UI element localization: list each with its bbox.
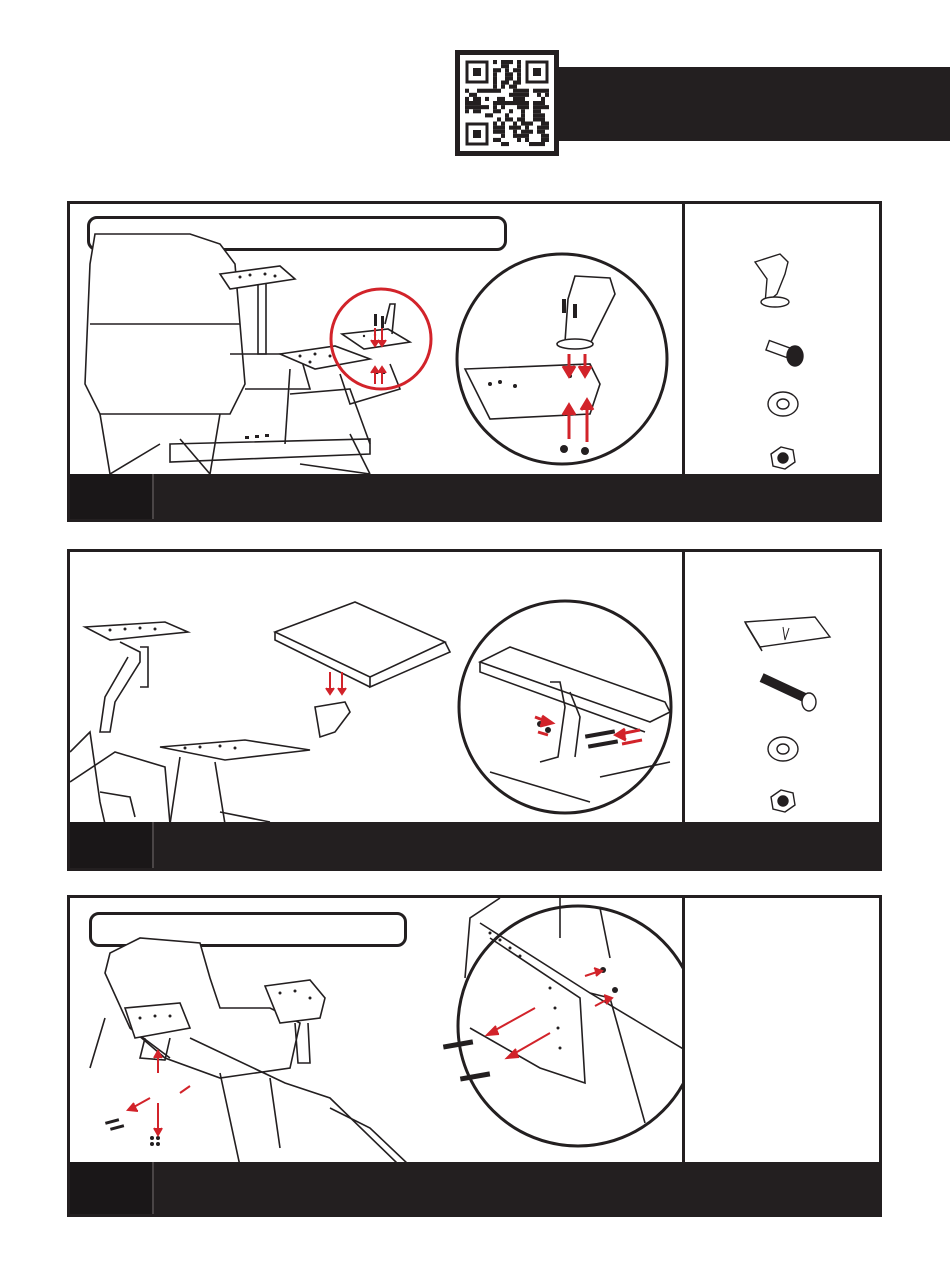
step-panel-3 xyxy=(67,895,882,1217)
parts-divider xyxy=(682,898,685,1166)
detail-circle xyxy=(458,906,682,1146)
step-3-illustration xyxy=(70,898,682,1166)
mount-plate-icon xyxy=(745,617,830,651)
washer-icon xyxy=(768,392,798,416)
hex-nut-icon xyxy=(771,790,795,812)
step-panel-2 xyxy=(67,549,882,871)
step-1-illustration xyxy=(70,204,682,474)
step-number xyxy=(70,474,152,519)
step-number xyxy=(70,822,152,868)
washer-icon xyxy=(768,737,798,761)
step-number xyxy=(70,1162,152,1214)
qr-code-icon xyxy=(455,50,559,156)
hex-socket-bolt-long-icon xyxy=(761,674,816,711)
hex-nut-icon xyxy=(771,447,795,469)
step-footer xyxy=(70,1162,879,1214)
header-title-bar xyxy=(559,67,950,141)
parts-list xyxy=(685,204,879,474)
parts-list xyxy=(685,552,879,824)
qr-code[interactable] xyxy=(455,50,559,156)
step-footer xyxy=(70,474,879,519)
hex-socket-bolt-short-icon xyxy=(766,341,803,366)
step-caption xyxy=(166,822,869,868)
step-caption xyxy=(166,1162,869,1214)
step-footer xyxy=(70,822,879,868)
detail-circle xyxy=(457,254,667,464)
bracket-icon xyxy=(755,254,789,307)
step-2-illustration xyxy=(70,552,682,824)
step-panel-1 xyxy=(67,201,882,522)
step-caption xyxy=(166,474,869,519)
